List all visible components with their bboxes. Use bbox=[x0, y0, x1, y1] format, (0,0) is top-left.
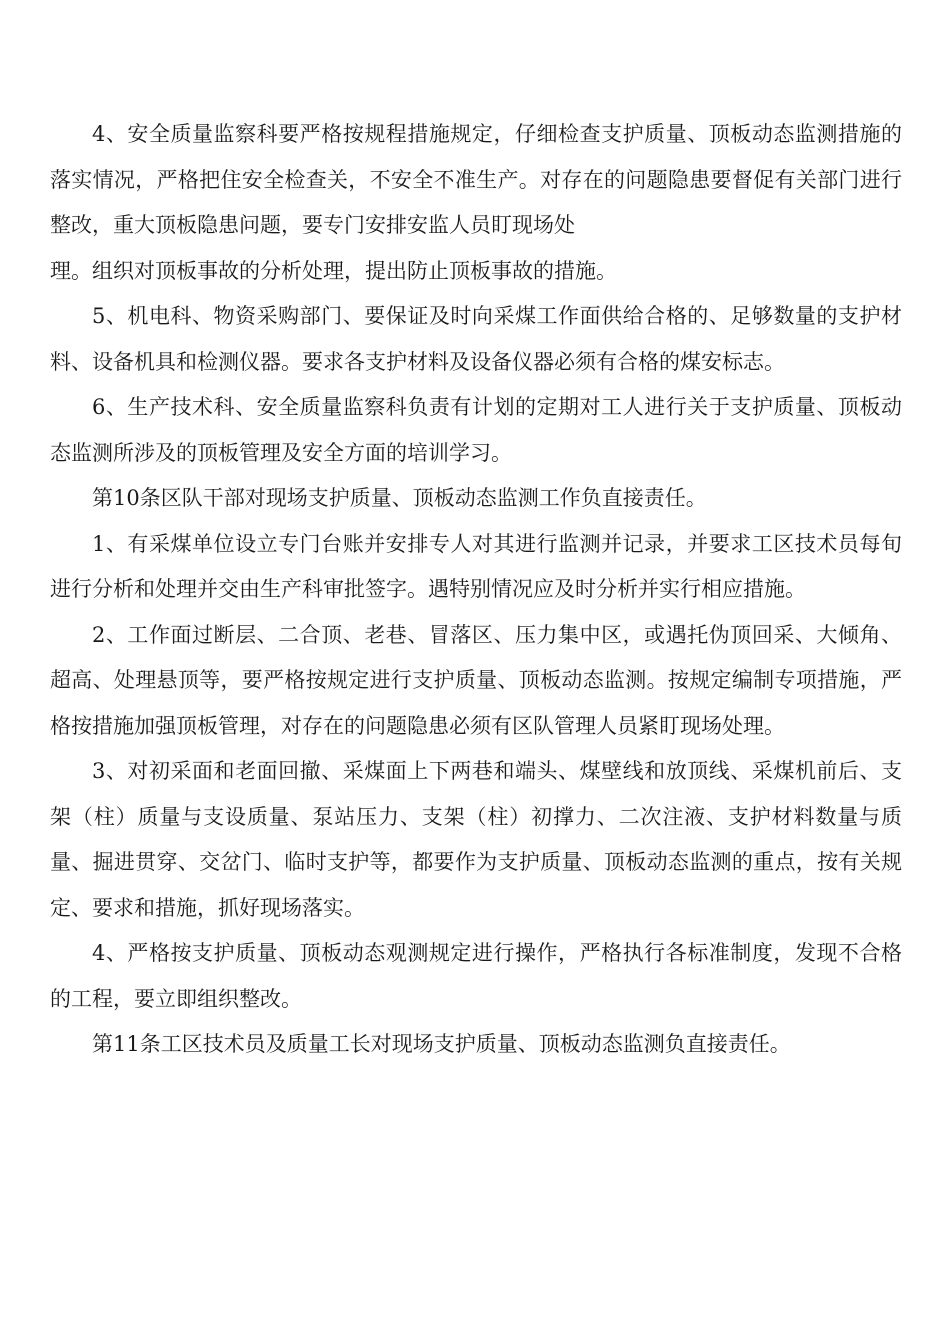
paragraph-text: 6、生产技术科、安全质量监察科负责有计划的定期对工人进行关于支护质量、顶板动态监测所涉及的顶板管理及安全方面的培训学习。 bbox=[50, 395, 902, 465]
paragraph-item-4-operation-rules bbox=[50, 931, 902, 1022]
paragraph-item-1-ledger bbox=[50, 522, 902, 613]
paragraph-text: 3、对初采面和老面回撤、采煤面上下两巷和端头、煤壁线和放顶线、采煤机前后、支架（柱）质量与支设质量、泵站压力、支架（柱）初撑力、二次注液、支护材料数量与质量、掘进贯穿、交岔门、临时支护等，都要作为支护质量、顶板动态监测的重点，按有关规定、要求和措施，抓好现场落实。 bbox=[50, 759, 902, 920]
article-text: 第11条工区技术员及质量工长对现场支护质量、顶板动态监测负直接责任。 bbox=[92, 1032, 791, 1056]
paragraph-text: 5、机电科、物资采购部门、要保证及时向采煤工作面供给合格的、足够数量的支护材料、设备机具和检测仪器。要求各支护材料及设备仪器必须有合格的煤安标志。 bbox=[50, 304, 902, 374]
article-10-heading bbox=[50, 476, 902, 522]
paragraph-text: 2、工作面过断层、二合顶、老巷、冒落区、压力集中区，或遇托伪顶回采、大倾角、超高、处理悬顶等，要严格按规定进行支护质量、顶板动态监测。按规定编制专项措施，严格按措施加强顶板管理，对存在的问题隐患必须有区队管理人员紧盯现场处理。 bbox=[50, 622, 902, 738]
paragraph-text: 4、严格按支护质量、顶板动态观测规定进行操作，严格执行各标准制度，发现不合格的工程，要立即组织整改。 bbox=[50, 941, 902, 1011]
paragraph-item-3-key-monitoring bbox=[50, 749, 902, 931]
paragraph-item-2-special-conditions bbox=[50, 613, 902, 750]
article-11-heading bbox=[50, 1022, 902, 1068]
paragraph-item-4-safety-supervision bbox=[50, 112, 902, 294]
paragraph-item-6-training bbox=[50, 385, 902, 476]
paragraph-text: 4、安全质量监察科要严格按规程措施规定，仔细检查支护质量、顶板动态监测措施的落实情况，严格把住安全检查关，不安全不准生产。对存在的问题隐患要督促有关部门进行整改，重大顶板隐患问题，要专门安排安监人员盯现场处 bbox=[50, 122, 902, 237]
paragraph-text-continuation: 理。组织对顶板事故的分析处理，提出防止顶板事故的措施。 bbox=[50, 258, 617, 283]
article-text: 第10条区队干部对现场支护质量、顶板动态监测工作负直接责任。 bbox=[92, 486, 707, 510]
document-body bbox=[50, 112, 902, 1068]
paragraph-item-5-equipment-supply bbox=[50, 294, 902, 385]
paragraph-text: 1、有采煤单位设立专门台账并安排专人对其进行监测并记录，并要求工区技术员每旬进行分析和处理并交由生产科审批签字。遇特别情况应及时分析并实行相应措施。 bbox=[50, 531, 902, 601]
